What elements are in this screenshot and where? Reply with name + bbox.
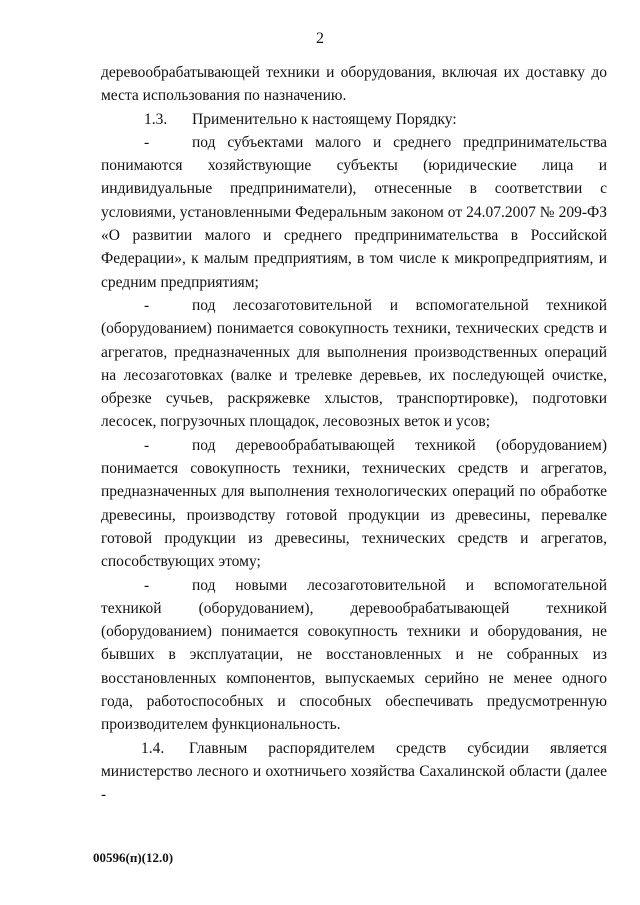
list-dash: -: [144, 133, 150, 151]
paragraph-text: под новыми лесозаготовительной и вспомогательной техникой (оборудованием), деревообрабатывающей техникой (оборудованием) понимается совокупность техники и оборудования, не бывших в эксплуатации, не восстановленных и не собранных из восстановленных компонентов, выпускаемых серийно не менее одного года, работоспособных и способных обеспечивать предусмотренную производителем функциональность.: [101, 576, 607, 734]
document-code: 00596(п)(12.0): [93, 850, 174, 865]
paragraph-clause-1-4: [101, 737, 607, 807]
paragraph-definition-small-business: [101, 131, 607, 294]
paragraph-definition-logging-equipment: [101, 294, 607, 434]
paragraph-text: под субъектами малого и среднего предпринимательства понимаются хозяйствующие субъекты (юридические лица и индивидуальные предприниматели), отнесенные в соответствии с условиями, установленными Федеральным законом от 24.07.2007 № 209-ФЗ «О развитии малого и среднего предпринимательства в Российской Федерации», к малым предприятиям, в том числе к микропредприятиям, и средним предприятиям;: [101, 133, 607, 291]
paragraph-text: деревообрабатывающей техники и оборудования, включая их доставку до места использования по назначению.: [101, 64, 607, 105]
paragraph-clause-1-3: [101, 108, 607, 131]
list-dash: -: [144, 296, 150, 314]
clause-number: 1.4.: [141, 739, 165, 757]
paragraph-continuation: [101, 61, 607, 108]
list-dash: -: [144, 576, 150, 594]
paragraph-text: под деревообрабатывающей техникой (оборудованием) понимается совокупность техники, технических средств и агрегатов, предназначенных для выполнения технологических операций по обработке древесины, производству готовой продукции из древесины, перевалке готовой продукции из древесины, технических средств и агрегатов, способствующих этому;: [101, 436, 607, 571]
list-dash: -: [144, 436, 150, 454]
paragraph-definition-new-equipment: [101, 574, 607, 737]
paragraph-text: Главным распорядителем средств субсидии является министерство лесного и охотничьего хозяйства Сахалинской области (далее -: [101, 739, 607, 804]
paragraph-text: под лесозаготовительной и вспомогательной техникой (оборудованием) понимается совокупность техники, технических средств и агрегатов, предназначенных для выполнения производственных операций на лесозаготовках (валке и трелевке деревьев, их последующей очистке, обрезке сучьев, раскряжевке хлыстов, транспортировке), подготовки лесосек, погрузочных площадок, лесовозных веток и усов;: [101, 296, 607, 431]
page-number: 2: [316, 30, 324, 47]
clause-number: 1.3.: [144, 110, 168, 128]
paragraph-text: Применительно к настоящему Порядку:: [192, 110, 457, 128]
paragraph-definition-woodworking-equipment: [101, 434, 607, 574]
document-body: [101, 61, 607, 807]
